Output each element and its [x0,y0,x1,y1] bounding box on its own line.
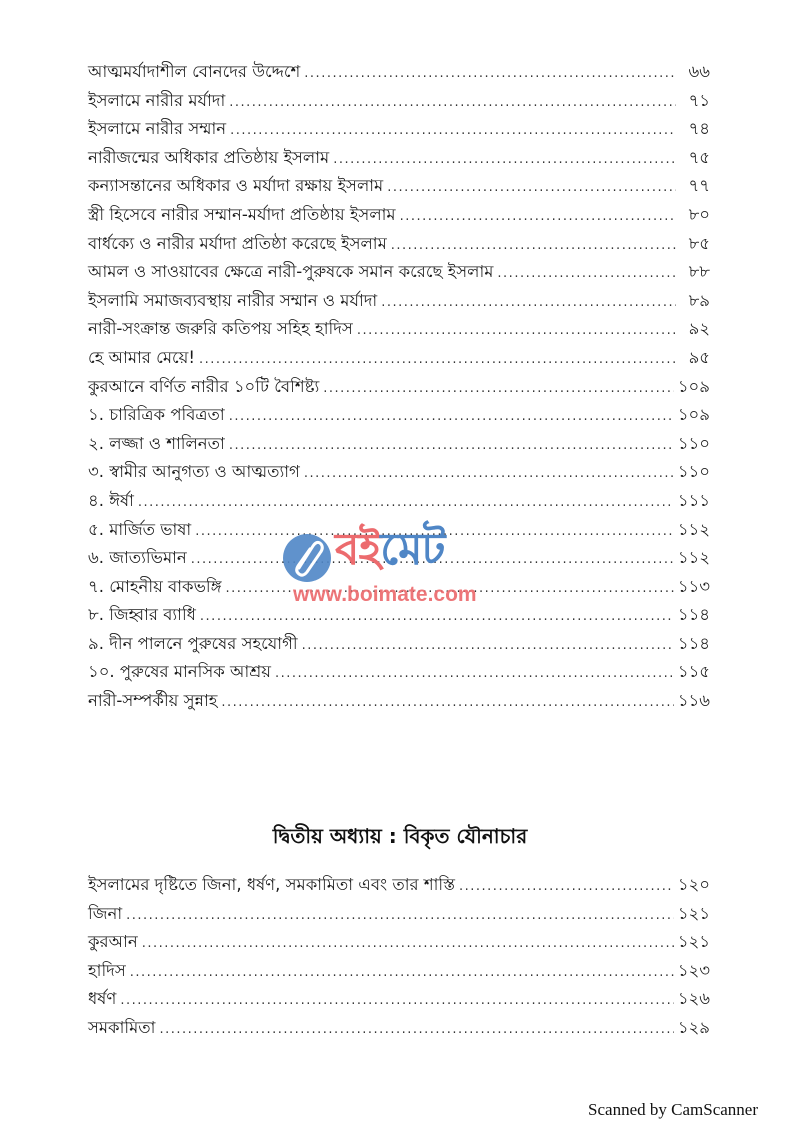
toc-entry-title: জিনা [88,903,123,923]
toc-entry-page: ১১৪ [677,633,710,653]
toc-entry-title: ইসলামি সমাজব্যবস্থায় নারীর সম্মান ও মর্যাদা [88,290,378,310]
toc-entry-title: হাদিস [88,960,126,980]
dot-leader [221,689,673,718]
toc-entry-page: ১১১ [677,490,710,510]
toc-entry-page: ৮৯ [688,290,710,310]
toc-entry [88,573,710,602]
toc-entry-page: ১১২ [677,519,710,539]
dot-leader [357,317,676,346]
toc-entry-title: ইসলামে নারীর সম্মান [88,119,227,139]
toc-entry [88,630,710,659]
toc-entry-title: নারী-সংক্রান্ত জরুরি কতিপয় সহিহ হাদিস [88,319,353,339]
dot-leader [381,289,676,318]
toc-entry [88,201,710,230]
toc-entry-page: ৭৫ [688,147,710,167]
toc-entry-page: ৮৮ [688,262,710,282]
toc-entry-page: ১১৫ [677,662,710,682]
dot-leader [195,518,674,547]
dot-leader [333,146,676,175]
toc-entry-title: ১০. পুরুষের মানসিক আশ্রয় [88,662,271,682]
toc-entry-page: ১১৬ [677,691,710,711]
dot-leader [304,60,676,89]
toc-section-1 [88,58,710,716]
toc-entry [88,115,710,144]
dot-leader [323,375,674,404]
toc-entry-title: কুরআনে বর্ণিত নারীর ১০টি বৈশিষ্ট্য [88,376,320,396]
dot-leader [226,575,674,604]
toc-section-2 [88,871,710,1043]
dot-leader [191,546,674,575]
dot-leader [159,1016,673,1045]
toc-entry-page: ৯২ [688,319,710,339]
toc-entry-page: ৭৭ [688,176,710,196]
toc-entry-title: ৩. স্বামীর আনুগত্য ও আত্মত্যাগ [88,462,300,482]
dot-leader [387,174,676,203]
toc-entry [88,544,710,573]
toc-entry [88,928,710,957]
toc-entry-title: ৮. জিহ্বার ব্যাধি [88,605,196,625]
dot-leader [142,930,674,959]
toc-entry [88,985,710,1014]
watermark-url: www.boimate.com [293,583,477,606]
toc-entry-page: ৮৫ [688,233,710,253]
toc-entry-page: ১২০ [677,875,710,894]
toc-entry-page: ১১৪ [677,605,710,625]
dot-leader [229,89,676,118]
toc-entry-title: আত্মমর্যাদাশীল বোনদের উদ্দেশে [88,62,301,81]
watermark-logo-part-b: মেট [380,524,445,575]
dot-leader [229,432,674,461]
scanner-credit: Scanned by CamScanner [588,1100,758,1119]
toc-entry [88,1014,710,1043]
dot-leader [138,489,674,518]
toc-entry-page: ৯৫ [688,347,710,367]
toc-entry [88,315,710,344]
toc-entry [88,230,710,259]
toc-entry-page: ৭৪ [688,119,710,139]
toc-entry-title: স্ত্রী হিসেবে নারীর সম্মান-মর্যাদা প্রতিষ্ঠায় ইসলাম [88,204,396,224]
toc-entry [88,287,710,316]
dot-leader [130,959,674,988]
dot-leader [199,346,676,375]
toc-entry-title: ১. চারিত্রিক পবিত্রতা [88,405,225,425]
toc-entry [88,344,710,373]
toc-entry-page: ১১২ [677,548,710,568]
toc-entry-title: নারীজন্মের অধিকার প্রতিষ্ঠায় ইসলাম [88,147,330,167]
dot-leader [275,660,674,689]
toc-entry-title: ৫. মার্জিত ভাষা [88,519,192,539]
toc-entry-page: ১১৩ [677,576,710,596]
toc-entry [88,516,710,545]
toc-entry-title: ৯. দীন পালনে পুরুষের সহযোগী [88,633,298,653]
dot-leader [459,873,674,902]
toc-entry [88,900,710,929]
toc-entry [88,430,710,459]
dot-leader [200,603,674,632]
toc-entry [88,172,710,201]
dot-leader [120,987,674,1016]
toc-entry [88,58,710,87]
toc-entry-title: সমকামিতা [88,1017,156,1037]
dot-leader [400,203,676,232]
toc-entry-page: ১২৬ [677,989,710,1009]
toc-entry-title: ৭. মোহনীয় বাকভঙ্গি [88,576,222,596]
toc-entry-page: ১০৯ [677,405,710,425]
toc-entry [88,601,710,630]
toc-entry-title: ২. লজ্জা ও শালিনতা [88,433,225,453]
toc-entry [88,658,710,687]
dot-leader [229,403,674,432]
dot-leader [126,902,674,931]
toc-entry-page: ১০৯ [677,376,710,396]
toc-entry [88,871,710,900]
toc-entry [88,458,710,487]
toc-entry-title: নারী-সম্পর্কীয় সুন্নাহ [88,691,218,711]
dot-leader [302,632,674,661]
toc-entry [88,258,710,287]
dot-leader [497,260,676,289]
toc-entry-title: ৪. ঈর্ষা [88,490,134,510]
toc-entry-page: ৬৬ [688,62,710,81]
toc-entry-title: আমল ও সাওয়াবের ক্ষেত্রে নারী-পুরুষকে সমান করেছে ইসলাম [88,262,494,282]
toc-entry [88,487,710,516]
toc-entry-page: ১১০ [677,433,710,453]
toc-entry-title: বার্ধক্যে ও নারীর মর্যাদা প্রতিষ্ঠা করেছে ইসলাম [88,233,387,253]
toc-entry [88,87,710,116]
toc-entry-title: হে আমার মেয়ে! [88,347,195,367]
dot-leader [304,460,674,489]
dot-leader [230,117,676,146]
chapter-heading: দ্বিতীয় অধ্যায় : বিকৃত যৌনাচার [272,824,528,848]
toc-entry-page: ১২৯ [677,1017,710,1037]
toc-entry [88,687,710,716]
toc-entry [88,373,710,402]
toc-entry-page: ১২১ [677,903,710,923]
toc-entry-title: ইসলামের দৃষ্টিতে জিনা, ধর্ষণ, সমকামিতা এবং তার শাস্তি [88,875,456,894]
toc-entry-title: ৬. জাত্যভিমান [88,548,187,568]
toc-entry-page: ৭১ [688,90,710,110]
toc-entry-title: ধর্ষণ [88,989,117,1009]
dot-leader [391,232,676,261]
toc-entry [88,401,710,430]
toc-entry-title: ইসলামে নারীর মর্যাদা [88,90,226,110]
toc-entry-page: ৮০ [688,204,710,224]
toc-entry-page: ১১০ [677,462,710,482]
toc-entry [88,144,710,173]
toc-entry [88,957,710,986]
watermark-logo-part-a: বই [335,524,381,575]
toc-entry-title: কুরআন [88,932,138,952]
toc-entry-page: ১২১ [677,932,710,952]
toc-entry-title: কন্যাসন্তানের অধিকার ও মর্যাদা রক্ষায় ইসলাম [88,176,384,196]
toc-entry-page: ১২৩ [677,960,710,980]
